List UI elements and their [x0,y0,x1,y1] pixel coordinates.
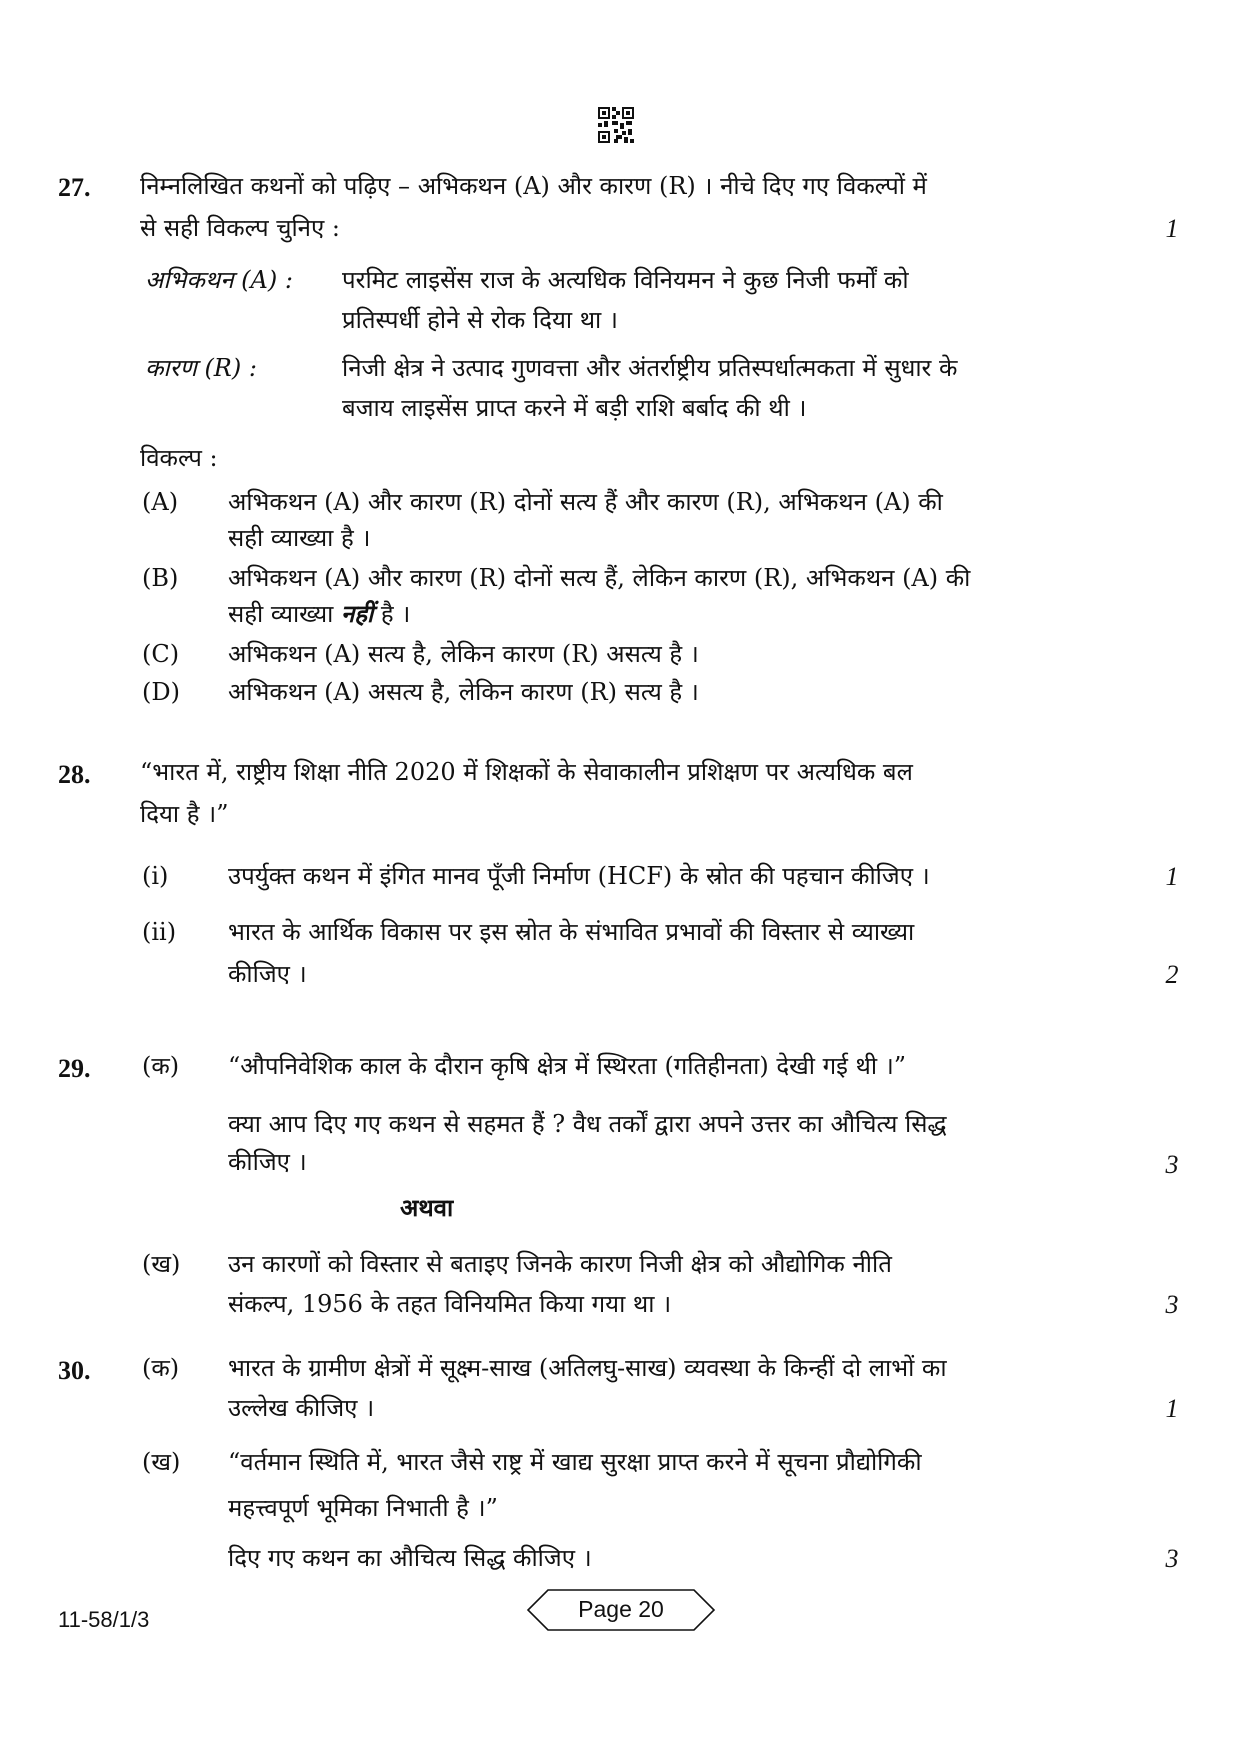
q30-part-b-marks: 3 [1165,1544,1179,1573]
q27-option-b-line2-pre: सही व्याख्या [228,600,341,628]
q27-option-b-label: (B) [142,564,179,592]
q27-option-b-emphasis: नहीं [340,599,374,628]
q27-option-b-line2-post: है । [373,600,411,628]
q27-intro-line1: निम्नलिखित कथनों को पढ़िए – अभिकथन (A) और कारण (R) । नीचे दिए गए विकल्पों में [140,172,927,200]
q29-or-heading: अथवा [400,1193,454,1222]
q28-part-ii-line1: भारत के आर्थिक विकास पर इस स्रोत के संभावित प्रभावों की विस्तार से व्याख्या [228,918,915,946]
q27-option-c-label: (C) [142,640,180,668]
q29-part-b-label: (ख) [142,1250,181,1278]
q27-assertion-line1: परमिट लाइसेंस राज के अत्यधिक विनियमन ने कुछ निजी फर्मों को [342,266,909,294]
paper-code: 11-58/1/3 [58,1607,150,1632]
q28-part-i-line1: उपर्युक्त कथन में इंगित मानव पूँजी निर्माण (HCF) के स्रोत की पहचान कीजिए । [228,862,930,890]
q27-assertion-label: अभिकथन (A) : [145,266,293,294]
q27-intro-line2: से सही विकल्प चुनिए : [140,214,340,242]
q28-part-i-marks: 1 [1165,862,1179,891]
q27-reason-line1: निजी क्षेत्र ने उत्पाद गुणवत्ता और अंतर्राष्ट्रीय प्रतिस्पर्धात्मकता में सुधार के [342,354,958,382]
q28-quote-line2: दिया है ।” [140,800,229,828]
q27-option-d-line1: अभिकथन (A) असत्य है, लेकिन कारण (R) सत्य है । [228,678,699,706]
q27-option-a-label: (A) [142,488,179,516]
q30-part-b-line2: महत्त्वपूर्ण भूमिका निभाती है ।” [228,1494,498,1522]
q29-part-a-line2: कीजिए । [228,1148,307,1176]
q27-marks: 1 [1165,214,1179,243]
q27-option-d-label: (D) [142,678,180,706]
question-number-29: 29. [58,1054,91,1083]
q30-part-a-marks: 1 [1165,1394,1179,1423]
q27-option-b-line2 [228,596,1128,632]
q30-part-a-line2: उल्लेख कीजिए । [228,1394,375,1422]
q29-part-a-quote: “औपनिवेशिक काल के दौरान कृषि क्षेत्र में स्थिरता (गतिहीनता) देखी गई थी ।” [228,1052,907,1080]
question-number-28: 28. [58,760,91,789]
q27-option-a-line1: अभिकथन (A) और कारण (R) दोनों सत्य हैं और कारण (R), अभिकथन (A) की [228,488,943,516]
qr-code-icon [596,105,636,145]
q29-part-a-line1: क्या आप दिए गए कथन से सहमत हैं ? वैध तर्कों द्वारा अपने उत्तर का औचित्य सिद्ध [228,1110,947,1138]
q30-part-b-line1: “वर्तमान स्थिति में, भारत जैसे राष्ट्र में खाद्य सुरक्षा प्राप्त करने में सूचना प्रौद्योगिकी [228,1448,922,1476]
q29-part-b-line1: उन कारणों को विस्तार से बताइए जिनके कारण निजी क्षेत्र को औद्योगिक नीति [228,1250,892,1278]
q28-part-i-label: (i) [142,862,169,890]
q27-option-a-line2: सही व्याख्या है । [228,524,371,552]
question-number-30: 30. [58,1356,91,1385]
q29-part-b-line2: संकल्प, 1956 के तहत विनियमित किया गया था । [228,1290,672,1318]
q27-assertion-line2: प्रतिस्पर्धी होने से रोक दिया था । [342,306,618,334]
q27-option-c-line1: अभिकथन (A) सत्य है, लेकिन कारण (R) असत्य है । [228,640,699,668]
q30-part-a-line1: भारत के ग्रामीण क्षेत्रों में सूक्ष्म-साख (अतिलघु-साख) व्यवस्था के किन्हीं दो लाभों का [228,1354,947,1382]
q28-part-ii-line2: कीजिए । [228,960,307,988]
q30-part-b-line3: दिए गए कथन का औचित्य सिद्ध कीजिए । [228,1544,592,1572]
q27-reason-line2: बजाय लाइसेंस प्राप्त करने में बड़ी राशि बर्बाद की थी । [342,394,807,422]
q28-quote-line1: “भारत में, राष्ट्रीय शिक्षा नीति 2020 में शिक्षकों के सेवाकालीन प्रशिक्षण पर अत्यधिक बल [140,758,913,786]
question-number-27: 27. [58,173,91,202]
q28-part-ii-marks: 2 [1165,960,1179,989]
q28-part-ii-label: (ii) [142,918,177,946]
q27-reason-label: कारण (R) : [145,354,257,382]
q27-option-b-line1: अभिकथन (A) और कारण (R) दोनों सत्य हैं, लेकिन कारण (R), अभिकथन (A) की [228,564,971,592]
page-number: Page 20 [578,1596,664,1622]
q29-part-b-marks: 3 [1165,1290,1179,1319]
q29-part-a-label: (क) [142,1052,180,1080]
q27-options-heading: विकल्प : [140,444,218,472]
q30-part-b-label: (ख) [142,1448,181,1476]
q29-part-a-marks: 3 [1165,1150,1179,1179]
q30-part-a-label: (क) [142,1354,180,1382]
